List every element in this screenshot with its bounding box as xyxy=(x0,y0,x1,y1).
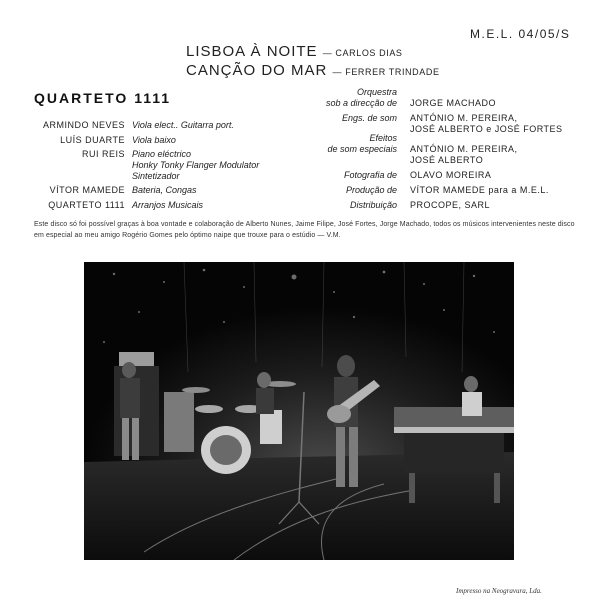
thanks-paragraph: Este disco só foi possível graças à boa vontade e colaboração de Alberto Nunes, Jaime Filipe, José Fortes, Jorge Machado, todos os músicos intervenientes neste disco em especial ao meu amigo Rogério Gomes pelo óptimo naipe que trouxe para o estúdio — V.M. xyxy=(34,221,575,239)
catalog-number: M.E.L. 04/05/S xyxy=(470,27,571,41)
member-name: LUÍS DUARTE xyxy=(60,135,125,145)
track-2 xyxy=(186,62,440,79)
credit-label: de som especiais xyxy=(327,144,397,154)
credit-label: Produção de xyxy=(345,185,397,195)
member-name: RUI REIS xyxy=(81,149,125,159)
credit-value: ANTÓNIO M. PEREIRA, xyxy=(410,113,518,123)
credit-value: ANTÓNIO M. PEREIRA, xyxy=(410,144,518,154)
credit-label: Engs. de som xyxy=(341,113,397,123)
track-2-author: — FERRER TRINDADE xyxy=(332,67,440,77)
track-2-title: CANÇÃO DO MAR xyxy=(186,62,328,79)
credit-label: Efeitos xyxy=(369,133,397,143)
member-instruments: Viola elect.. Guitarra port. xyxy=(132,120,234,130)
band-photo xyxy=(84,262,514,560)
credit-label: Fotografia de xyxy=(343,170,397,180)
credit-label: Orquestra xyxy=(356,87,397,97)
member-instruments: Piano eléctrico xyxy=(132,149,192,159)
credit-value: JOSÉ ALBERTO e JOSÉ FORTES xyxy=(410,124,563,134)
credit-value: JORGE MACHADO xyxy=(410,98,497,108)
member-instruments: Honky Tonky Flanger Modulator xyxy=(132,160,260,170)
member-instruments: Bateria, Congas xyxy=(132,185,197,195)
member-name: ARMINDO NEVES xyxy=(42,120,125,130)
member-instruments: Arranjos Musicais xyxy=(132,200,204,210)
track-1-author: — CARLOS DIAS xyxy=(322,48,403,58)
member-instruments: Viola baixo xyxy=(132,135,176,145)
credit-value: OLAVO MOREIRA xyxy=(410,170,492,180)
credit-value: VÍTOR MAMEDE para a M.E.L. xyxy=(410,185,549,195)
track-1 xyxy=(186,43,403,60)
credit-label: sob a direcção de xyxy=(325,98,397,108)
member-name: QUARTETO 1111 xyxy=(48,200,125,210)
band-name: QUARTETO 1111 xyxy=(34,90,172,106)
credit-label: Distribuição xyxy=(349,200,397,210)
track-1-title: LISBOA À NOITE xyxy=(186,43,318,60)
member-instruments: Sintetizador xyxy=(132,171,180,181)
credit-value: PROCOPE, SARL xyxy=(410,200,491,210)
credit-value: JOSÉ ALBERTO xyxy=(410,155,484,165)
member-name: VÍTOR MAMEDE xyxy=(49,185,125,195)
printer-credit: Impresso na Neogravura, Lda. xyxy=(456,587,542,595)
